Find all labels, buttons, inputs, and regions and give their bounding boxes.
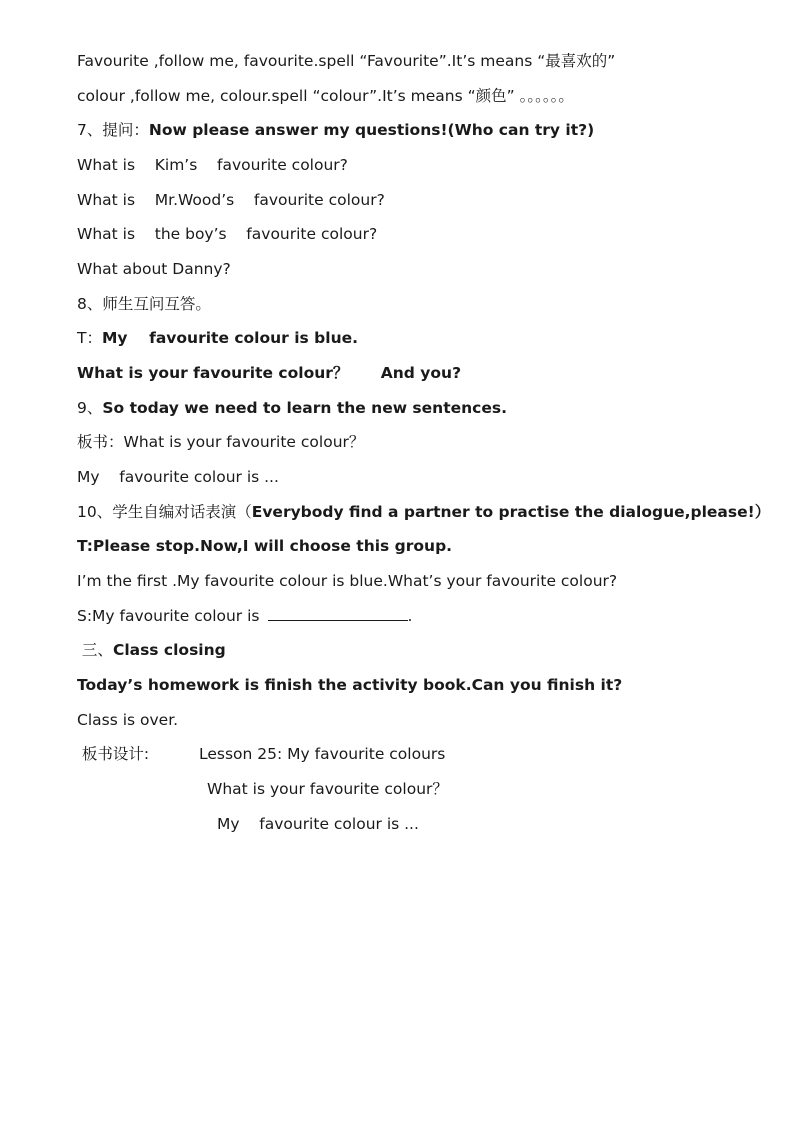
question-line: What about Danny? [77,260,231,278]
step-9-heading [77,398,507,418]
step-7-heading [77,120,594,140]
step-text: So today we need to learn the new sentences. [102,399,507,417]
step-number: 7、提问： [77,121,149,139]
section-title: Class closing [112,641,226,659]
board-design-question: What is your favourite colour？ [207,780,448,798]
step-text: Everybody find a partner to practise the dialogue,please!） [251,503,771,521]
step-text: Now please answer my questions!(Who can try it?) [148,121,595,139]
text-line: Class is over. [77,711,179,729]
question-line: What is the boy’s favourite colour? [77,225,378,243]
text-line: I’m the first .My favourite colour is blue.What’s your favourite colour? [77,572,618,590]
student-line [77,606,412,626]
question-line: What is Kim’s favourite colour? [77,156,348,174]
board-design-label: 板书设计: [77,745,150,763]
homework-line: Today’s homework is finish the activity book.Can you finish it? [77,676,623,694]
board-line: 板书：What is your favourite colour？ [77,433,365,451]
board-design-title: Lesson 25: My favourite colours [199,745,446,763]
board-line: My favourite colour is ... [77,468,279,486]
answer-blank [268,606,408,621]
section-number: 三、 [77,641,113,659]
student-text: S:My favourite colour is [77,607,260,625]
section-3-heading [77,640,226,660]
teacher-text: My favourite colour is blue. [101,329,358,347]
teacher-line: T:Please stop.Now,I will choose this group. [77,537,453,555]
teacher-question: What is your favourite colour？ And you? [77,364,462,382]
step-10-heading [77,502,770,522]
step-number: 10、学生自编对话表演（ [77,503,252,521]
blank-period: . [407,607,413,625]
speaker-label: T： [77,329,102,347]
step-number: 9、 [77,399,103,417]
step-8-heading: 8、师生互问互答。 [77,295,211,313]
text-line: Favourite ,follow me, favourite.spell “Favourite”.It’s means “最喜欢的” [77,52,616,70]
teacher-line [77,328,358,348]
text-line: colour ,follow me, colour.spell “colour”.It’s means “颜色” 。。。。。。 [77,87,574,105]
board-design-answer: My favourite colour is ... [217,815,419,833]
question-line: What is Mr.Wood’s favourite colour? [77,191,385,209]
